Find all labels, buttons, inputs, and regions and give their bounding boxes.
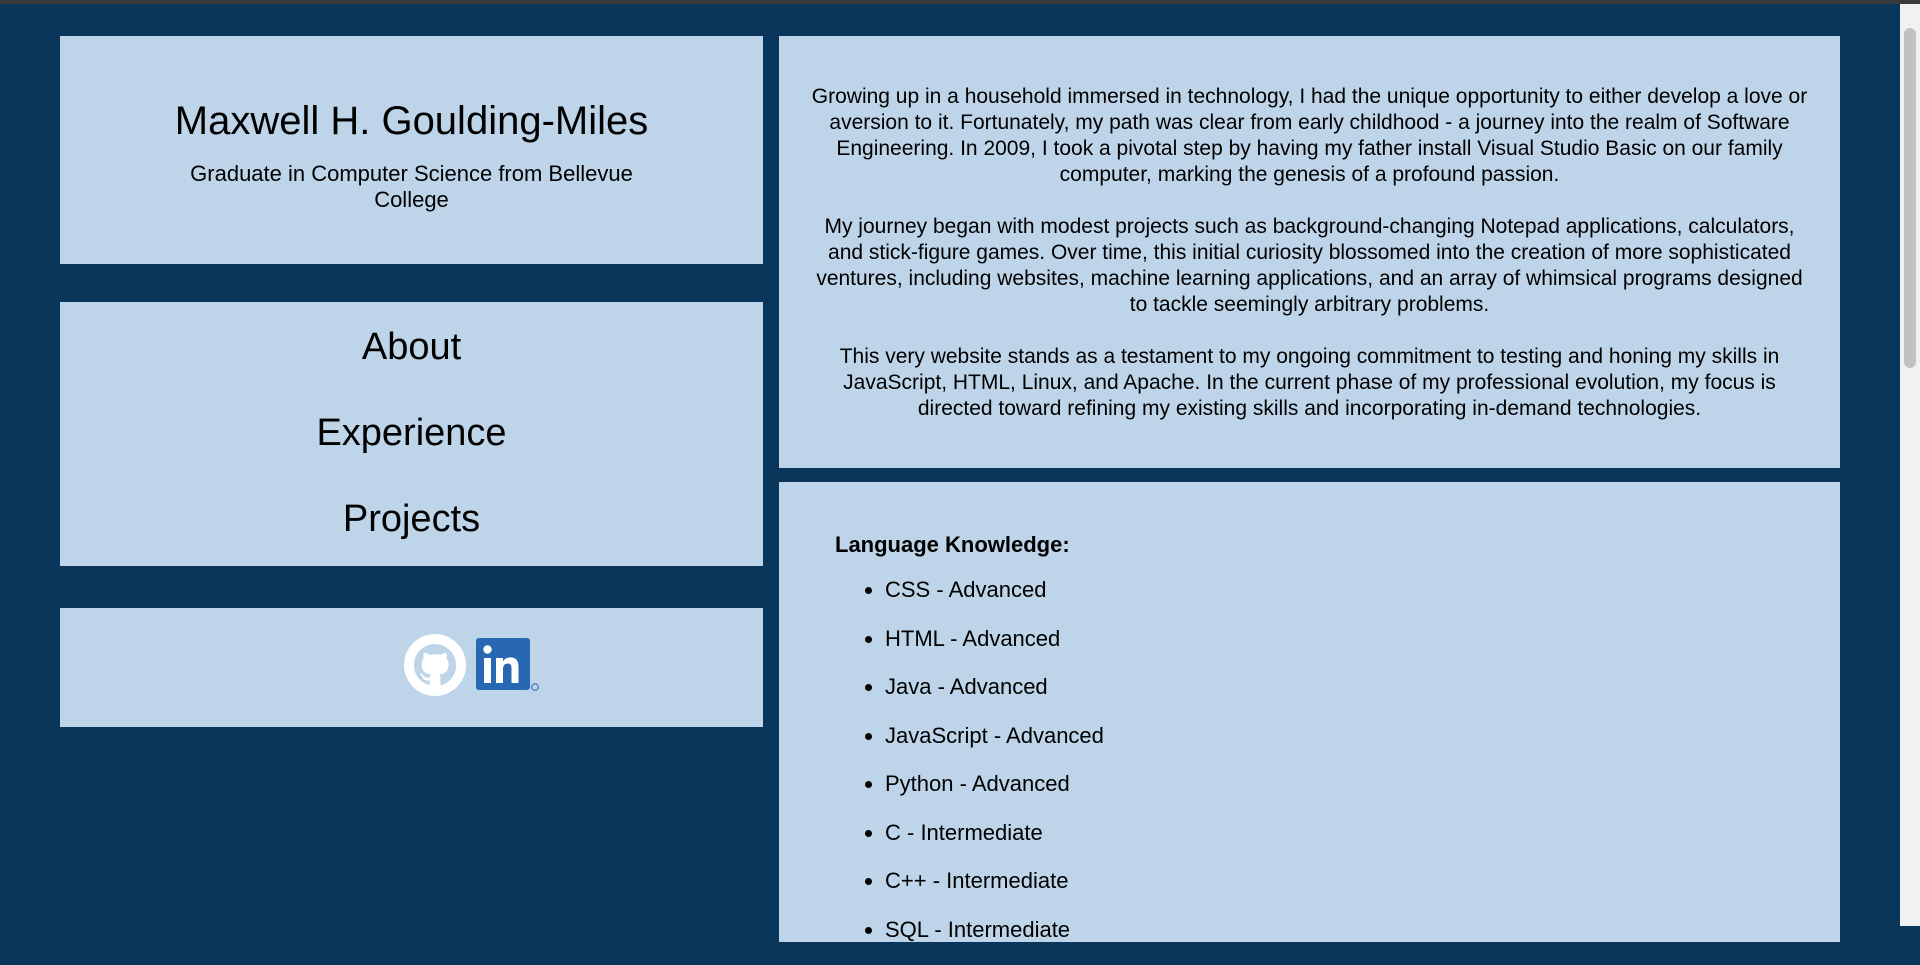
- skill-item: • Java - Advanced: [885, 674, 1104, 723]
- skill-item: • JavaScript - Advanced: [885, 723, 1104, 772]
- nav-link-projects[interactable]: Projects: [60, 497, 763, 541]
- skill-item: • HTML - Advanced: [885, 626, 1104, 675]
- about-panel: [779, 36, 1840, 468]
- about-paragraph: This very website stands as a testament to my ongoing commitment to testing and honing my skills in JavaScript, HTML, Linux, and Apache. In the current phase of my professional evolution, my focus is directed toward refining my existing skills and incorporating in-demand technologies.: [810, 344, 1810, 422]
- about-paragraph: Growing up in a household immersed in technology, I had the unique opportunity to either develop a love or aversion to it. Fortunately, my path was clear from early childhood - a journey into the realm of Software Engineering. In 2009, I took a pivotal step by having my father install Visual Studio Basic on our family computer, marking the genesis of a profound passion.: [810, 84, 1810, 188]
- page-title: Maxwell H. Goulding-Miles: [60, 99, 763, 144]
- linkedin-icon: [475, 637, 541, 693]
- github-icon: [403, 633, 467, 697]
- skills-heading: Language Knowledge:: [835, 532, 1070, 558]
- skills-list: [835, 577, 1104, 965]
- nav-link-about[interactable]: About: [60, 325, 763, 369]
- nav-panel: [60, 302, 763, 566]
- social-panel: [60, 608, 763, 727]
- linkedin-link[interactable]: [475, 637, 541, 698]
- header-panel: [60, 36, 763, 264]
- scrollbar-thumb[interactable]: [1904, 28, 1916, 368]
- page-subtitle: Graduate in Computer Science from Bellevue College: [162, 161, 662, 213]
- skill-item: • CSS - Advanced: [885, 577, 1104, 626]
- about-paragraph: My journey began with modest projects such as background-changing Notepad applications, calculators, and stick-figure games. Over time, this initial curiosity blossomed into the creation of more sophisticated ventures, including websites, machine learning applications, and an array of whimsical programs designed to tackle seemingly arbitrary problems.: [810, 214, 1810, 318]
- skill-item: • SQL - Intermediate: [885, 917, 1104, 965]
- page-scrollbar[interactable]: [1900, 4, 1920, 926]
- skill-item: • C - Intermediate: [885, 820, 1104, 869]
- skills-panel: [779, 482, 1840, 942]
- skill-item: • C++ - Intermediate: [885, 868, 1104, 917]
- github-link[interactable]: [403, 633, 467, 702]
- browser-top-edge: [0, 0, 1920, 4]
- social-links: [403, 633, 541, 702]
- skill-item: • Python - Advanced: [885, 771, 1104, 820]
- nav-link-experience[interactable]: Experience: [60, 411, 763, 455]
